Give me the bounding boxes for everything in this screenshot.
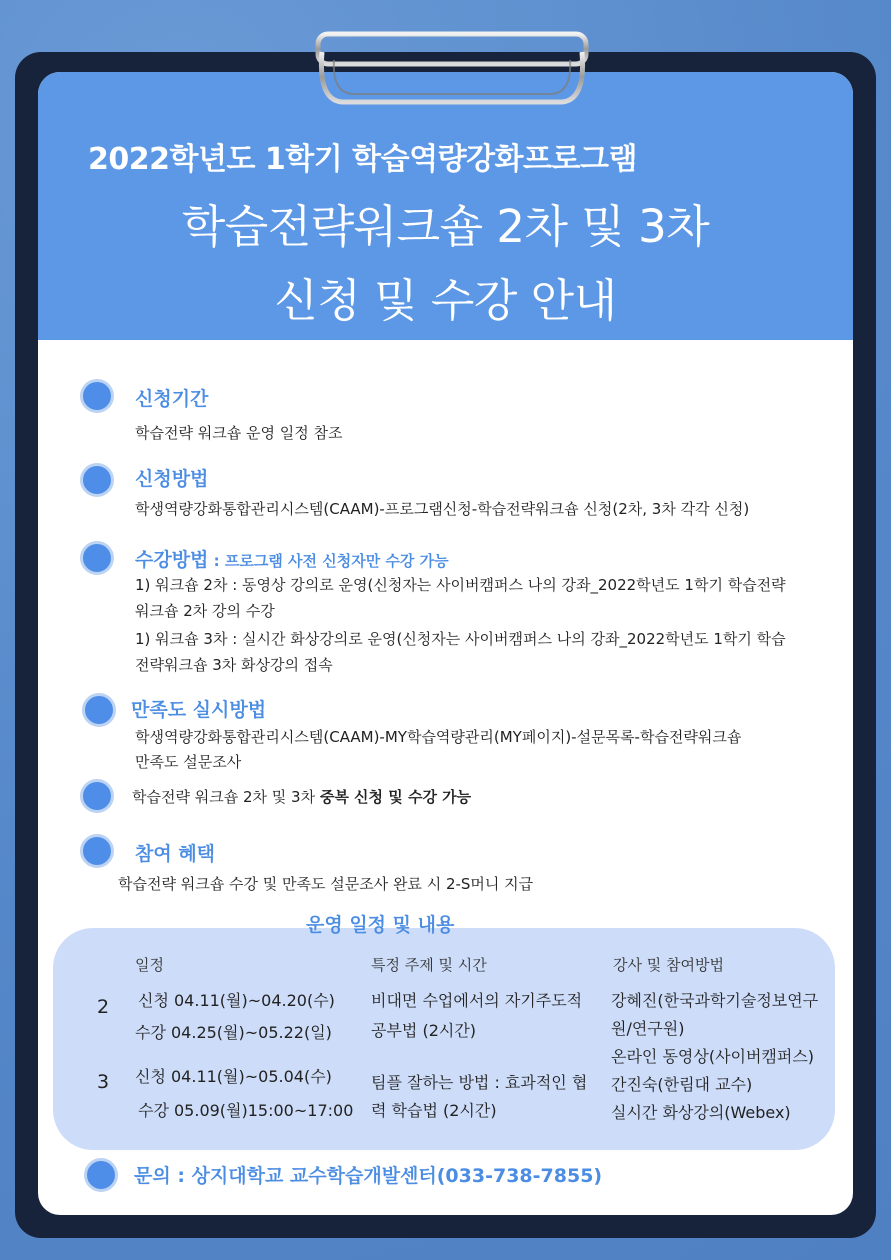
schedule-box [53, 928, 835, 1150]
schedule-row-apply: 신청 04.11(월)~04.20(수) [138, 991, 335, 1010]
attend-line4: 전략워크숍 3차 화상강의 접속 [135, 656, 333, 674]
benefit-title: 참여 혜택 [135, 843, 216, 865]
schedule-row-attend: 수강 04.25(월)~05.22(일) [135, 1023, 332, 1042]
schedule-row-instructor: 간진숙(한림대 교수) [611, 1075, 753, 1094]
bullet-dot-icon [80, 463, 114, 497]
schedule-row-topic: 력 학습법 (2시간) [371, 1101, 497, 1120]
attend-title-sub: : 프로그램 사전 신청자만 수강 가능 [208, 552, 449, 570]
poster-title-line1: 학습전략워크숍 2차 및 3차 [181, 200, 710, 253]
period-body: 학습전략 워크숍 운영 일정 참조 [135, 424, 343, 442]
duplicate-bold: 중복 신청 및 수강 가능 [319, 788, 472, 806]
schedule-title: 운영 일정 및 내용 [306, 914, 455, 936]
benefit-body: 학습전략 워크숍 수강 및 만족도 설문조사 완료 시 2-S머니 지급 [118, 875, 534, 893]
schedule-row-topic: 비대면 수업에서의 자기주도적 [371, 991, 583, 1010]
duplicate-normal: 학습전략 워크숍 2차 및 3차 [132, 788, 320, 806]
schedule-row-num: 3 [97, 1071, 110, 1093]
poster-header [38, 72, 853, 340]
attend-title [135, 545, 449, 572]
survey-line1: 학생역량강화통합관리시스템(CAAM)-MY학습역량관리(MY페이지)-설문목록-학습전략워크숍 [135, 728, 742, 746]
survey-title: 만족도 실시방법 [131, 699, 267, 721]
attend-line3: 1) 워크숍 3차 : 실시간 화상강의로 운영(신청자는 사이버캠퍼스 나의 강좌_2022학년도 1학기 학습 [135, 630, 786, 648]
schedule-row-method: 온라인 동영상(사이버캠퍼스) [611, 1047, 815, 1066]
poster-title-line2: 신청 및 수강 안내 [274, 274, 617, 327]
bullet-dot-icon [84, 1158, 118, 1192]
attend-line1: 1) 워크숍 2차 : 동영상 강의로 운영(신청자는 사이버캠퍼스 나의 강좌_2022학년도 1학기 학습전략 [135, 576, 786, 594]
period-title: 신청기간 [135, 388, 209, 410]
schedule-row-instructor: 원/연구원) [611, 1019, 685, 1038]
schedule-row-method: 실시간 화상강의(Webex) [611, 1103, 791, 1122]
attend-title-main: 수강방법 [135, 549, 209, 571]
bullet-dot-icon [80, 379, 114, 413]
method-title: 신청방법 [135, 468, 209, 490]
bullet-dot-icon [80, 541, 114, 575]
contact-info: 문의 : 상지대학교 교수학습개발센터(033-738-7855) [134, 1165, 603, 1187]
binder-clip-icon [312, 30, 592, 108]
schedule-header-date: 일정 [135, 956, 164, 974]
schedule-row-num: 2 [97, 996, 110, 1018]
schedule-row-apply: 신청 04.11(월)~05.04(수) [135, 1067, 332, 1086]
schedule-header-topic: 특정 주제 및 시간 [371, 956, 487, 974]
bullet-dot-icon [80, 779, 114, 813]
bullet-dot-icon [82, 693, 116, 727]
program-subtitle: 2022학년도 1학기 학습역량강화프로그램 [88, 142, 637, 177]
schedule-header-instructor: 강사 및 참여방법 [613, 956, 724, 974]
schedule-row-instructor: 강혜진(한국과학기술정보연구 [611, 991, 819, 1010]
schedule-row-topic: 팀플 잘하는 방법 : 효과적인 협 [371, 1073, 588, 1092]
schedule-row-attend: 수강 05.09(월)15:00~17:00 [138, 1101, 354, 1120]
duplicate-text [132, 784, 471, 810]
poster-paper [38, 72, 853, 1215]
attend-line2: 워크숍 2차 강의 수강 [135, 602, 275, 620]
method-body: 학생역량강화통합관리시스템(CAAM)-프로그램신청-학습전략워크숍 신청(2차, 3차 각각 신청) [135, 500, 750, 518]
survey-line2: 만족도 설문조사 [135, 753, 242, 771]
bullet-dot-icon [80, 834, 114, 868]
schedule-row-topic: 공부법 (2시간) [371, 1021, 477, 1040]
